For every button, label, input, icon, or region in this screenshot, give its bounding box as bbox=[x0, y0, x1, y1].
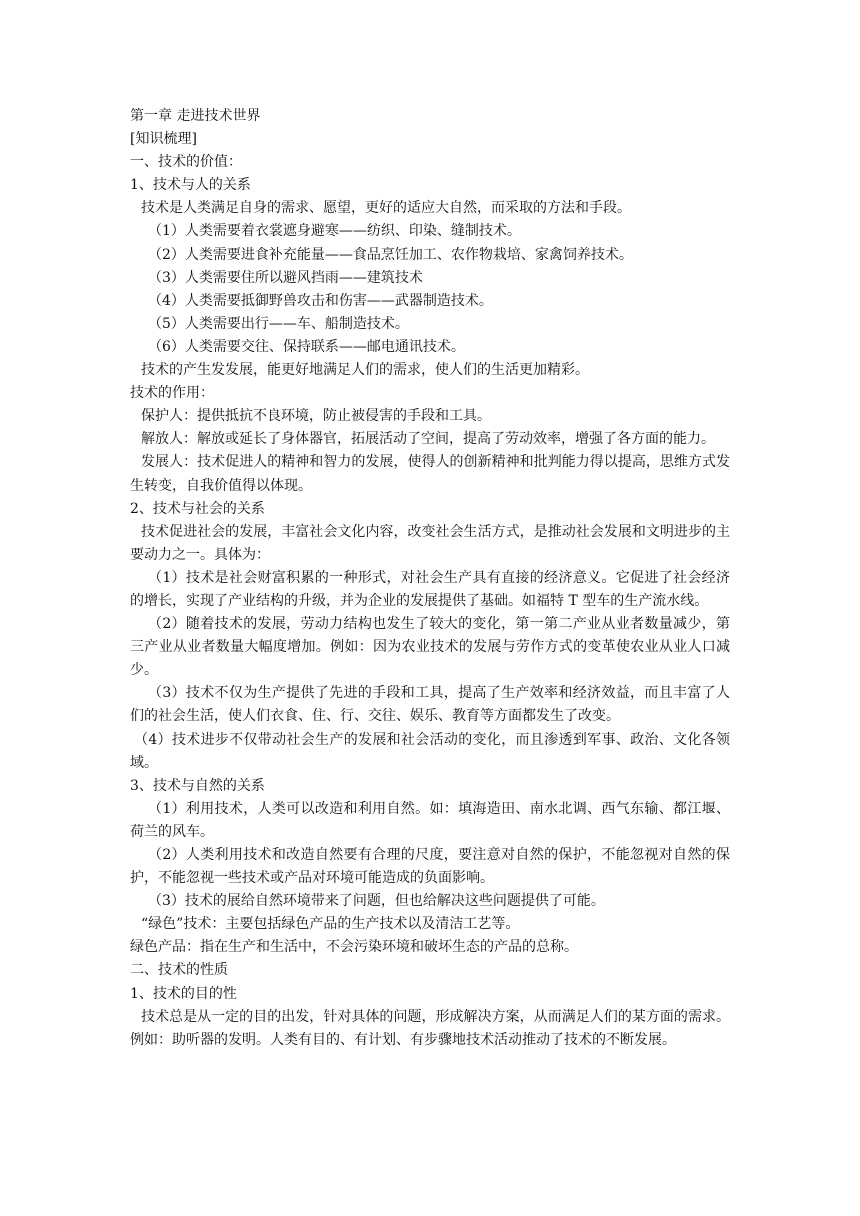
doc-line: 1、技术的目的性 bbox=[130, 985, 237, 1002]
doc-line: 1、技术与人的关系 bbox=[130, 177, 251, 194]
doc-line: 一、技术的价值： bbox=[130, 154, 242, 171]
doc-paragraph: （1）人类需要着衣裳遮身避寒——纺织、印染、缝制技术。 bbox=[148, 223, 521, 240]
doc-paragraph: （2）人类需要进食补充能量——食品烹饪加工、农作物栽培、家禽饲养技术。 bbox=[148, 246, 633, 263]
doc-paragraph: （3）人类需要住所以避风挡雨——建筑技术 bbox=[148, 269, 423, 286]
doc-paragraph: 保护人：提供抵抗不良环境，防止被侵害的手段和工具。 bbox=[141, 408, 491, 425]
doc-line: 二、技术的性质 bbox=[130, 962, 228, 979]
document-page bbox=[130, 105, 730, 1052]
doc-paragraph: （1）技术是社会财富积累的一种形式，对社会生产具有直接的经济意义。它促进了社会经济的增长，实现了产业结构的升级，并为企业的发展提供了基础。如福特 T 型车的生产流水线。 bbox=[130, 569, 730, 609]
doc-line: 第一章 走进技术世界 bbox=[130, 108, 261, 124]
doc-paragraph: （5）人类需要出行——车、船制造技术。 bbox=[148, 315, 409, 332]
doc-paragraph: （3）技术不仅为生产提供了先进的手段和工具，提高了生产效率和经济效益，而且丰富了人们的社会生活，使人们衣食、住、行、交往、娱乐、教育等方面都发生了改变。 bbox=[130, 685, 730, 725]
doc-line: 绿色产品：指在生产和生活中，不会污染环境和破坏生态的产品的总称。 bbox=[130, 939, 578, 956]
doc-line: [知识梳理] bbox=[130, 131, 197, 148]
doc-paragraph: （2）人类利用技术和改造自然要有合理的尺度，要注意对自然的保护，不能忽视对自然的保护，不能忽视一些技术或产品对环境可能造成的负面影响。 bbox=[130, 847, 730, 887]
doc-paragraph: “绿色”技术：主要包括绿色产品的生产技术以及清洁工艺等。 bbox=[141, 916, 520, 933]
doc-paragraph: （4）技术进步不仅带动社会生产的发展和社会活动的变化，而且渗透到军事、政治、文化各领域。 bbox=[130, 731, 730, 771]
doc-paragraph: 技术的产生发发展，能更好地满足人们的需求，使人们的生活更加精彩。 bbox=[141, 362, 589, 379]
doc-line: 技术的作用： bbox=[130, 385, 214, 402]
doc-paragraph: （1）利用技术，人类可以改造和利用自然。如：填海造田、南水北调、西气东输、都江堰、荷兰的风车。 bbox=[130, 800, 730, 840]
doc-line: 3、技术与自然的关系 bbox=[130, 777, 265, 794]
doc-line: 2、技术与社会的关系 bbox=[130, 500, 265, 517]
doc-paragraph: （6）人类需要交往、保持联系——邮电通讯技术。 bbox=[148, 338, 465, 355]
doc-paragraph: （2）随着技术的发展，劳动力结构也发生了较大的变化，第一第二产业从业者数量减少，第三产业从业者数量大幅度增加。例如：因为农业技术的发展与劳作方式的变革使农业从业人口减少。 bbox=[130, 616, 730, 679]
doc-paragraph: 技术总是从一定的目的出发，针对具体的问题，形成解决方案，从而满足人们的某方面的需求。例如：助听器的发明。人类有目的、有计划、有步骤地技术活动推动了技术的不断发展。 bbox=[130, 1008, 730, 1048]
doc-paragraph: （4）人类需要抵御野兽攻击和伤害——武器制造技术。 bbox=[148, 292, 493, 309]
doc-paragraph: （3）技术的展给自然环境带来了问题，但也给解决这些问题提供了可能。 bbox=[148, 893, 605, 910]
doc-paragraph: 技术是人类满足自身的需求、愿望，更好的适应大自然，而采取的方法和手段。 bbox=[141, 200, 631, 217]
doc-paragraph: 技术促进社会的发展，丰富社会文化内容，改变社会生活方式，是推动社会发展和文明进步的主要动力之一。具体为： bbox=[130, 523, 730, 563]
doc-paragraph: 发展人：技术促进人的精神和智力的发展，使得人的创新精神和批判能力得以提高，思维方式发生转变，自我价值得以体现。 bbox=[130, 454, 730, 494]
doc-paragraph: 解放人：解放或延长了身体器官，拓展活动了空间，提高了劳动效率，增强了各方面的能力。 bbox=[141, 431, 715, 448]
